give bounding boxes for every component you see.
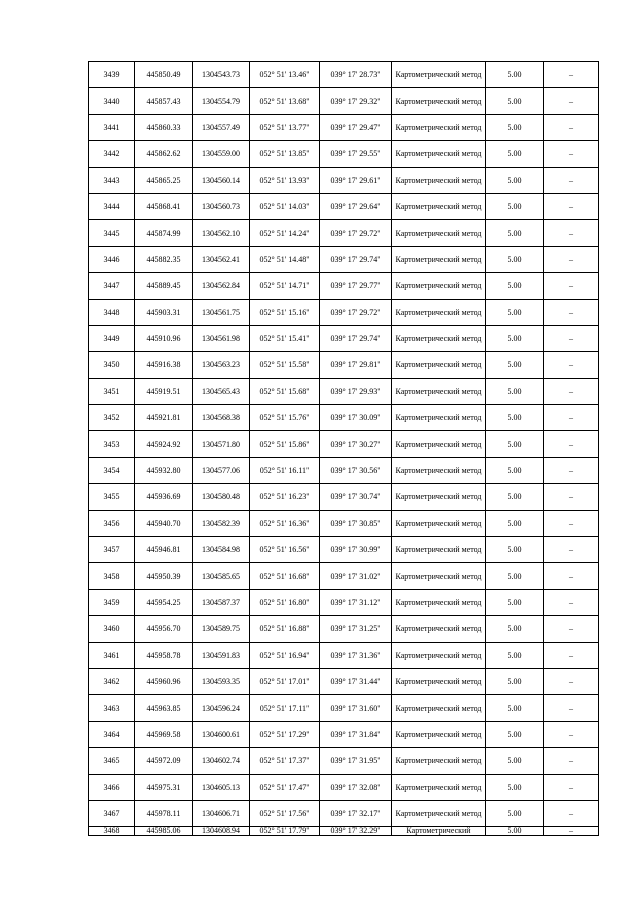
point-number-cell: 3467	[89, 800, 135, 826]
method-cell: Картометрический метод	[392, 721, 486, 747]
x-coordinate-cell: 445985.06	[135, 827, 193, 836]
accuracy-cell: 5.00	[486, 827, 544, 836]
method-cell: Картометрический метод	[392, 616, 486, 642]
point-number-cell: 3464	[89, 721, 135, 747]
point-number-cell: 3460	[89, 616, 135, 642]
description-cell: –	[544, 405, 599, 431]
description-cell: –	[544, 589, 599, 615]
description-cell: –	[544, 748, 599, 774]
description-cell: –	[544, 273, 599, 299]
method-cell: Картометрический метод	[392, 167, 486, 193]
accuracy-cell: 5.00	[486, 193, 544, 219]
longitude-cell: 039° 17' 31.60"	[320, 695, 392, 721]
x-coordinate-cell: 445969.58	[135, 721, 193, 747]
accuracy-cell: 5.00	[486, 405, 544, 431]
accuracy-cell: 5.00	[486, 431, 544, 457]
accuracy-cell: 5.00	[486, 114, 544, 140]
point-number-cell: 3462	[89, 668, 135, 694]
y-coordinate-cell: 1304585.65	[193, 563, 250, 589]
latitude-cell: 052° 51' 17.11"	[250, 695, 320, 721]
y-coordinate-cell: 1304605.13	[193, 774, 250, 800]
latitude-cell: 052° 51' 16.11"	[250, 457, 320, 483]
x-coordinate-cell: 445978.11	[135, 800, 193, 826]
method-cell: Картометрический метод	[392, 246, 486, 272]
description-cell: –	[544, 668, 599, 694]
point-number-cell: 3451	[89, 378, 135, 404]
y-coordinate-cell: 1304562.10	[193, 220, 250, 246]
y-coordinate-cell: 1304600.61	[193, 721, 250, 747]
accuracy-cell: 5.00	[486, 537, 544, 563]
latitude-cell: 052° 51' 15.86"	[250, 431, 320, 457]
latitude-cell: 052° 51' 16.88"	[250, 616, 320, 642]
accuracy-cell: 5.00	[486, 378, 544, 404]
table-row	[89, 193, 599, 219]
description-cell: –	[544, 167, 599, 193]
accuracy-cell: 5.00	[486, 642, 544, 668]
latitude-cell: 052° 51' 15.41"	[250, 325, 320, 351]
x-coordinate-cell: 445903.31	[135, 299, 193, 325]
latitude-cell: 052° 51' 17.29"	[250, 721, 320, 747]
x-coordinate-cell: 445910.96	[135, 325, 193, 351]
accuracy-cell: 5.00	[486, 589, 544, 615]
table-row	[89, 668, 599, 694]
x-coordinate-cell: 445940.70	[135, 510, 193, 536]
y-coordinate-cell: 1304577.06	[193, 457, 250, 483]
table-row	[89, 589, 599, 615]
latitude-cell: 052° 51' 13.68"	[250, 88, 320, 114]
point-number-cell: 3439	[89, 62, 135, 88]
method-cell: Картометрический метод	[392, 220, 486, 246]
y-coordinate-cell: 1304596.24	[193, 695, 250, 721]
table-row	[89, 457, 599, 483]
y-coordinate-cell: 1304543.73	[193, 62, 250, 88]
y-coordinate-cell: 1304560.14	[193, 167, 250, 193]
longitude-cell: 039° 17' 29.81"	[320, 352, 392, 378]
longitude-cell: 039° 17' 31.25"	[320, 616, 392, 642]
x-coordinate-cell: 445868.41	[135, 193, 193, 219]
table-row	[89, 220, 599, 246]
accuracy-cell: 5.00	[486, 774, 544, 800]
point-number-cell: 3449	[89, 325, 135, 351]
longitude-cell: 039° 17' 29.55"	[320, 141, 392, 167]
method-cell: Картометрический метод	[392, 431, 486, 457]
accuracy-cell: 5.00	[486, 141, 544, 167]
table-row	[89, 405, 599, 431]
method-cell: Картометрический метод	[392, 510, 486, 536]
description-cell: –	[544, 114, 599, 140]
point-number-cell: 3454	[89, 457, 135, 483]
y-coordinate-cell: 1304593.35	[193, 668, 250, 694]
latitude-cell: 052° 51' 15.16"	[250, 299, 320, 325]
latitude-cell: 052° 51' 16.80"	[250, 589, 320, 615]
point-number-cell: 3444	[89, 193, 135, 219]
y-coordinate-cell: 1304568.38	[193, 405, 250, 431]
table-row	[89, 774, 599, 800]
longitude-cell: 039° 17' 29.77"	[320, 273, 392, 299]
description-cell: –	[544, 695, 599, 721]
y-coordinate-cell: 1304559.00	[193, 141, 250, 167]
latitude-cell: 052° 51' 16.36"	[250, 510, 320, 536]
longitude-cell: 039° 17' 31.95"	[320, 748, 392, 774]
point-number-cell: 3452	[89, 405, 135, 431]
latitude-cell: 052° 51' 17.79"	[250, 827, 320, 836]
point-number-cell: 3465	[89, 748, 135, 774]
coordinate-table-page	[88, 61, 598, 836]
table-row	[89, 325, 599, 351]
longitude-cell: 039° 17' 29.72"	[320, 220, 392, 246]
description-cell: –	[544, 800, 599, 826]
method-cell: Картометрический метод	[392, 484, 486, 510]
y-coordinate-cell: 1304554.79	[193, 88, 250, 114]
accuracy-cell: 5.00	[486, 721, 544, 747]
longitude-cell: 039° 17' 29.47"	[320, 114, 392, 140]
longitude-cell: 039° 17' 32.29"	[320, 827, 392, 836]
y-coordinate-cell: 1304606.71	[193, 800, 250, 826]
point-number-cell: 3461	[89, 642, 135, 668]
longitude-cell: 039° 17' 29.74"	[320, 325, 392, 351]
y-coordinate-cell: 1304589.75	[193, 616, 250, 642]
accuracy-cell: 5.00	[486, 325, 544, 351]
latitude-cell: 052° 51' 15.76"	[250, 405, 320, 431]
method-cell: Картометрический метод	[392, 352, 486, 378]
table-row	[89, 537, 599, 563]
method-cell: Картометрический метод	[392, 193, 486, 219]
description-cell: –	[544, 563, 599, 589]
x-coordinate-cell: 445874.99	[135, 220, 193, 246]
description-cell: –	[544, 431, 599, 457]
method-cell: Картометрический метод	[392, 563, 486, 589]
description-cell: –	[544, 299, 599, 325]
latitude-cell: 052° 51' 14.24"	[250, 220, 320, 246]
table-row	[89, 62, 599, 88]
method-cell: Картометрический метод	[392, 62, 486, 88]
x-coordinate-cell: 445850.49	[135, 62, 193, 88]
latitude-cell: 052° 51' 16.23"	[250, 484, 320, 510]
longitude-cell: 039° 17' 29.32"	[320, 88, 392, 114]
description-cell: –	[544, 141, 599, 167]
accuracy-cell: 5.00	[486, 352, 544, 378]
latitude-cell: 052° 51' 13.77"	[250, 114, 320, 140]
x-coordinate-cell: 445932.80	[135, 457, 193, 483]
accuracy-cell: 5.00	[486, 457, 544, 483]
description-cell: –	[544, 827, 599, 836]
point-number-cell: 3458	[89, 563, 135, 589]
coordinate-table-body	[89, 62, 599, 836]
y-coordinate-cell: 1304561.98	[193, 325, 250, 351]
x-coordinate-cell: 445956.70	[135, 616, 193, 642]
table-row	[89, 616, 599, 642]
point-number-cell: 3457	[89, 537, 135, 563]
method-cell: Картометрический метод	[392, 88, 486, 114]
table-row	[89, 141, 599, 167]
x-coordinate-cell: 445972.09	[135, 748, 193, 774]
x-coordinate-cell: 445882.35	[135, 246, 193, 272]
y-coordinate-cell: 1304571.80	[193, 431, 250, 457]
accuracy-cell: 5.00	[486, 273, 544, 299]
y-coordinate-cell: 1304582.39	[193, 510, 250, 536]
description-cell: –	[544, 62, 599, 88]
y-coordinate-cell: 1304562.84	[193, 273, 250, 299]
description-cell: –	[544, 510, 599, 536]
x-coordinate-cell: 445860.33	[135, 114, 193, 140]
description-cell: –	[544, 352, 599, 378]
latitude-cell: 052° 51' 14.71"	[250, 273, 320, 299]
y-coordinate-cell: 1304587.37	[193, 589, 250, 615]
coordinate-table	[88, 61, 599, 836]
longitude-cell: 039° 17' 30.99"	[320, 537, 392, 563]
x-coordinate-cell: 445946.81	[135, 537, 193, 563]
table-row	[89, 114, 599, 140]
method-cell: Картометрический метод	[392, 457, 486, 483]
method-cell: Картометрический метод	[392, 589, 486, 615]
y-coordinate-cell: 1304557.49	[193, 114, 250, 140]
table-row	[89, 510, 599, 536]
x-coordinate-cell: 445950.39	[135, 563, 193, 589]
accuracy-cell: 5.00	[486, 167, 544, 193]
table-row	[89, 167, 599, 193]
longitude-cell: 039° 17' 30.56"	[320, 457, 392, 483]
x-coordinate-cell: 445889.45	[135, 273, 193, 299]
x-coordinate-cell: 445919.51	[135, 378, 193, 404]
accuracy-cell: 5.00	[486, 484, 544, 510]
y-coordinate-cell: 1304591.83	[193, 642, 250, 668]
x-coordinate-cell: 445924.92	[135, 431, 193, 457]
description-cell: –	[544, 616, 599, 642]
method-cell: Картометрический метод	[392, 299, 486, 325]
point-number-cell: 3466	[89, 774, 135, 800]
table-row	[89, 378, 599, 404]
point-number-cell: 3445	[89, 220, 135, 246]
y-coordinate-cell: 1304562.41	[193, 246, 250, 272]
description-cell: –	[544, 220, 599, 246]
latitude-cell: 052° 51' 13.93"	[250, 167, 320, 193]
latitude-cell: 052° 51' 17.47"	[250, 774, 320, 800]
point-number-cell: 3441	[89, 114, 135, 140]
longitude-cell: 039° 17' 31.44"	[320, 668, 392, 694]
y-coordinate-cell: 1304584.98	[193, 537, 250, 563]
accuracy-cell: 5.00	[486, 748, 544, 774]
y-coordinate-cell: 1304563.23	[193, 352, 250, 378]
longitude-cell: 039° 17' 29.72"	[320, 299, 392, 325]
accuracy-cell: 5.00	[486, 668, 544, 694]
method-cell: Картометрический метод	[392, 642, 486, 668]
latitude-cell: 052° 51' 14.48"	[250, 246, 320, 272]
latitude-cell: 052° 51' 15.58"	[250, 352, 320, 378]
method-cell: Картометрический метод	[392, 800, 486, 826]
method-cell: Картометрический метод	[392, 537, 486, 563]
latitude-cell: 052° 51' 17.37"	[250, 748, 320, 774]
y-coordinate-cell: 1304608.94	[193, 827, 250, 836]
description-cell: –	[544, 537, 599, 563]
method-cell: Картометрический метод	[392, 668, 486, 694]
x-coordinate-cell: 445916.38	[135, 352, 193, 378]
x-coordinate-cell: 445865.25	[135, 167, 193, 193]
point-number-cell: 3450	[89, 352, 135, 378]
method-cell: Картометрический	[392, 827, 486, 836]
description-cell: –	[544, 88, 599, 114]
method-cell: Картометрический метод	[392, 325, 486, 351]
y-coordinate-cell: 1304565.43	[193, 378, 250, 404]
longitude-cell: 039° 17' 29.61"	[320, 167, 392, 193]
longitude-cell: 039° 17' 29.93"	[320, 378, 392, 404]
point-number-cell: 3443	[89, 167, 135, 193]
y-coordinate-cell: 1304580.48	[193, 484, 250, 510]
accuracy-cell: 5.00	[486, 220, 544, 246]
longitude-cell: 039° 17' 29.74"	[320, 246, 392, 272]
point-number-cell: 3442	[89, 141, 135, 167]
point-number-cell: 3446	[89, 246, 135, 272]
description-cell: –	[544, 774, 599, 800]
latitude-cell: 052° 51' 13.46"	[250, 62, 320, 88]
y-coordinate-cell: 1304561.75	[193, 299, 250, 325]
latitude-cell: 052° 51' 15.68"	[250, 378, 320, 404]
point-number-cell: 3463	[89, 695, 135, 721]
x-coordinate-cell: 445857.43	[135, 88, 193, 114]
description-cell: –	[544, 378, 599, 404]
point-number-cell: 3459	[89, 589, 135, 615]
point-number-cell: 3448	[89, 299, 135, 325]
longitude-cell: 039° 17' 31.84"	[320, 721, 392, 747]
method-cell: Картометрический метод	[392, 695, 486, 721]
description-cell: –	[544, 457, 599, 483]
x-coordinate-cell: 445954.25	[135, 589, 193, 615]
point-number-cell: 3440	[89, 88, 135, 114]
x-coordinate-cell: 445921.81	[135, 405, 193, 431]
table-row	[89, 721, 599, 747]
method-cell: Картометрический метод	[392, 114, 486, 140]
table-row	[89, 827, 599, 836]
table-row	[89, 748, 599, 774]
longitude-cell: 039° 17' 31.02"	[320, 563, 392, 589]
longitude-cell: 039° 17' 30.09"	[320, 405, 392, 431]
description-cell: –	[544, 484, 599, 510]
method-cell: Картометрический метод	[392, 273, 486, 299]
description-cell: –	[544, 193, 599, 219]
table-row	[89, 299, 599, 325]
method-cell: Картометрический метод	[392, 774, 486, 800]
method-cell: Картометрический метод	[392, 748, 486, 774]
y-coordinate-cell: 1304560.73	[193, 193, 250, 219]
longitude-cell: 039° 17' 30.27"	[320, 431, 392, 457]
latitude-cell: 052° 51' 17.56"	[250, 800, 320, 826]
accuracy-cell: 5.00	[486, 510, 544, 536]
latitude-cell: 052° 51' 16.56"	[250, 537, 320, 563]
table-row	[89, 563, 599, 589]
table-row	[89, 642, 599, 668]
accuracy-cell: 5.00	[486, 62, 544, 88]
method-cell: Картометрический метод	[392, 405, 486, 431]
table-row	[89, 352, 599, 378]
x-coordinate-cell: 445958.78	[135, 642, 193, 668]
longitude-cell: 039° 17' 31.12"	[320, 589, 392, 615]
latitude-cell: 052° 51' 17.01"	[250, 668, 320, 694]
x-coordinate-cell: 445975.31	[135, 774, 193, 800]
method-cell: Картометрический метод	[392, 378, 486, 404]
longitude-cell: 039° 17' 30.74"	[320, 484, 392, 510]
description-cell: –	[544, 325, 599, 351]
x-coordinate-cell: 445960.96	[135, 668, 193, 694]
x-coordinate-cell: 445936.69	[135, 484, 193, 510]
longitude-cell: 039° 17' 32.08"	[320, 774, 392, 800]
accuracy-cell: 5.00	[486, 299, 544, 325]
point-number-cell: 3468	[89, 827, 135, 836]
method-cell: Картометрический метод	[392, 141, 486, 167]
accuracy-cell: 5.00	[486, 246, 544, 272]
table-row	[89, 88, 599, 114]
y-coordinate-cell: 1304602.74	[193, 748, 250, 774]
description-cell: –	[544, 246, 599, 272]
accuracy-cell: 5.00	[486, 563, 544, 589]
x-coordinate-cell: 445862.62	[135, 141, 193, 167]
latitude-cell: 052° 51' 13.85"	[250, 141, 320, 167]
longitude-cell: 039° 17' 29.64"	[320, 193, 392, 219]
point-number-cell: 3453	[89, 431, 135, 457]
accuracy-cell: 5.00	[486, 695, 544, 721]
longitude-cell: 039° 17' 30.85"	[320, 510, 392, 536]
point-number-cell: 3455	[89, 484, 135, 510]
longitude-cell: 039° 17' 28.73"	[320, 62, 392, 88]
latitude-cell: 052° 51' 16.68"	[250, 563, 320, 589]
point-number-cell: 3456	[89, 510, 135, 536]
table-row	[89, 431, 599, 457]
accuracy-cell: 5.00	[486, 616, 544, 642]
accuracy-cell: 5.00	[486, 800, 544, 826]
point-number-cell: 3447	[89, 273, 135, 299]
table-row	[89, 273, 599, 299]
latitude-cell: 052° 51' 16.94"	[250, 642, 320, 668]
longitude-cell: 039° 17' 31.36"	[320, 642, 392, 668]
latitude-cell: 052° 51' 14.03"	[250, 193, 320, 219]
accuracy-cell: 5.00	[486, 88, 544, 114]
table-row	[89, 695, 599, 721]
description-cell: –	[544, 721, 599, 747]
description-cell: –	[544, 642, 599, 668]
x-coordinate-cell: 445963.85	[135, 695, 193, 721]
table-row	[89, 246, 599, 272]
table-row	[89, 484, 599, 510]
table-row	[89, 800, 599, 826]
longitude-cell: 039° 17' 32.17"	[320, 800, 392, 826]
